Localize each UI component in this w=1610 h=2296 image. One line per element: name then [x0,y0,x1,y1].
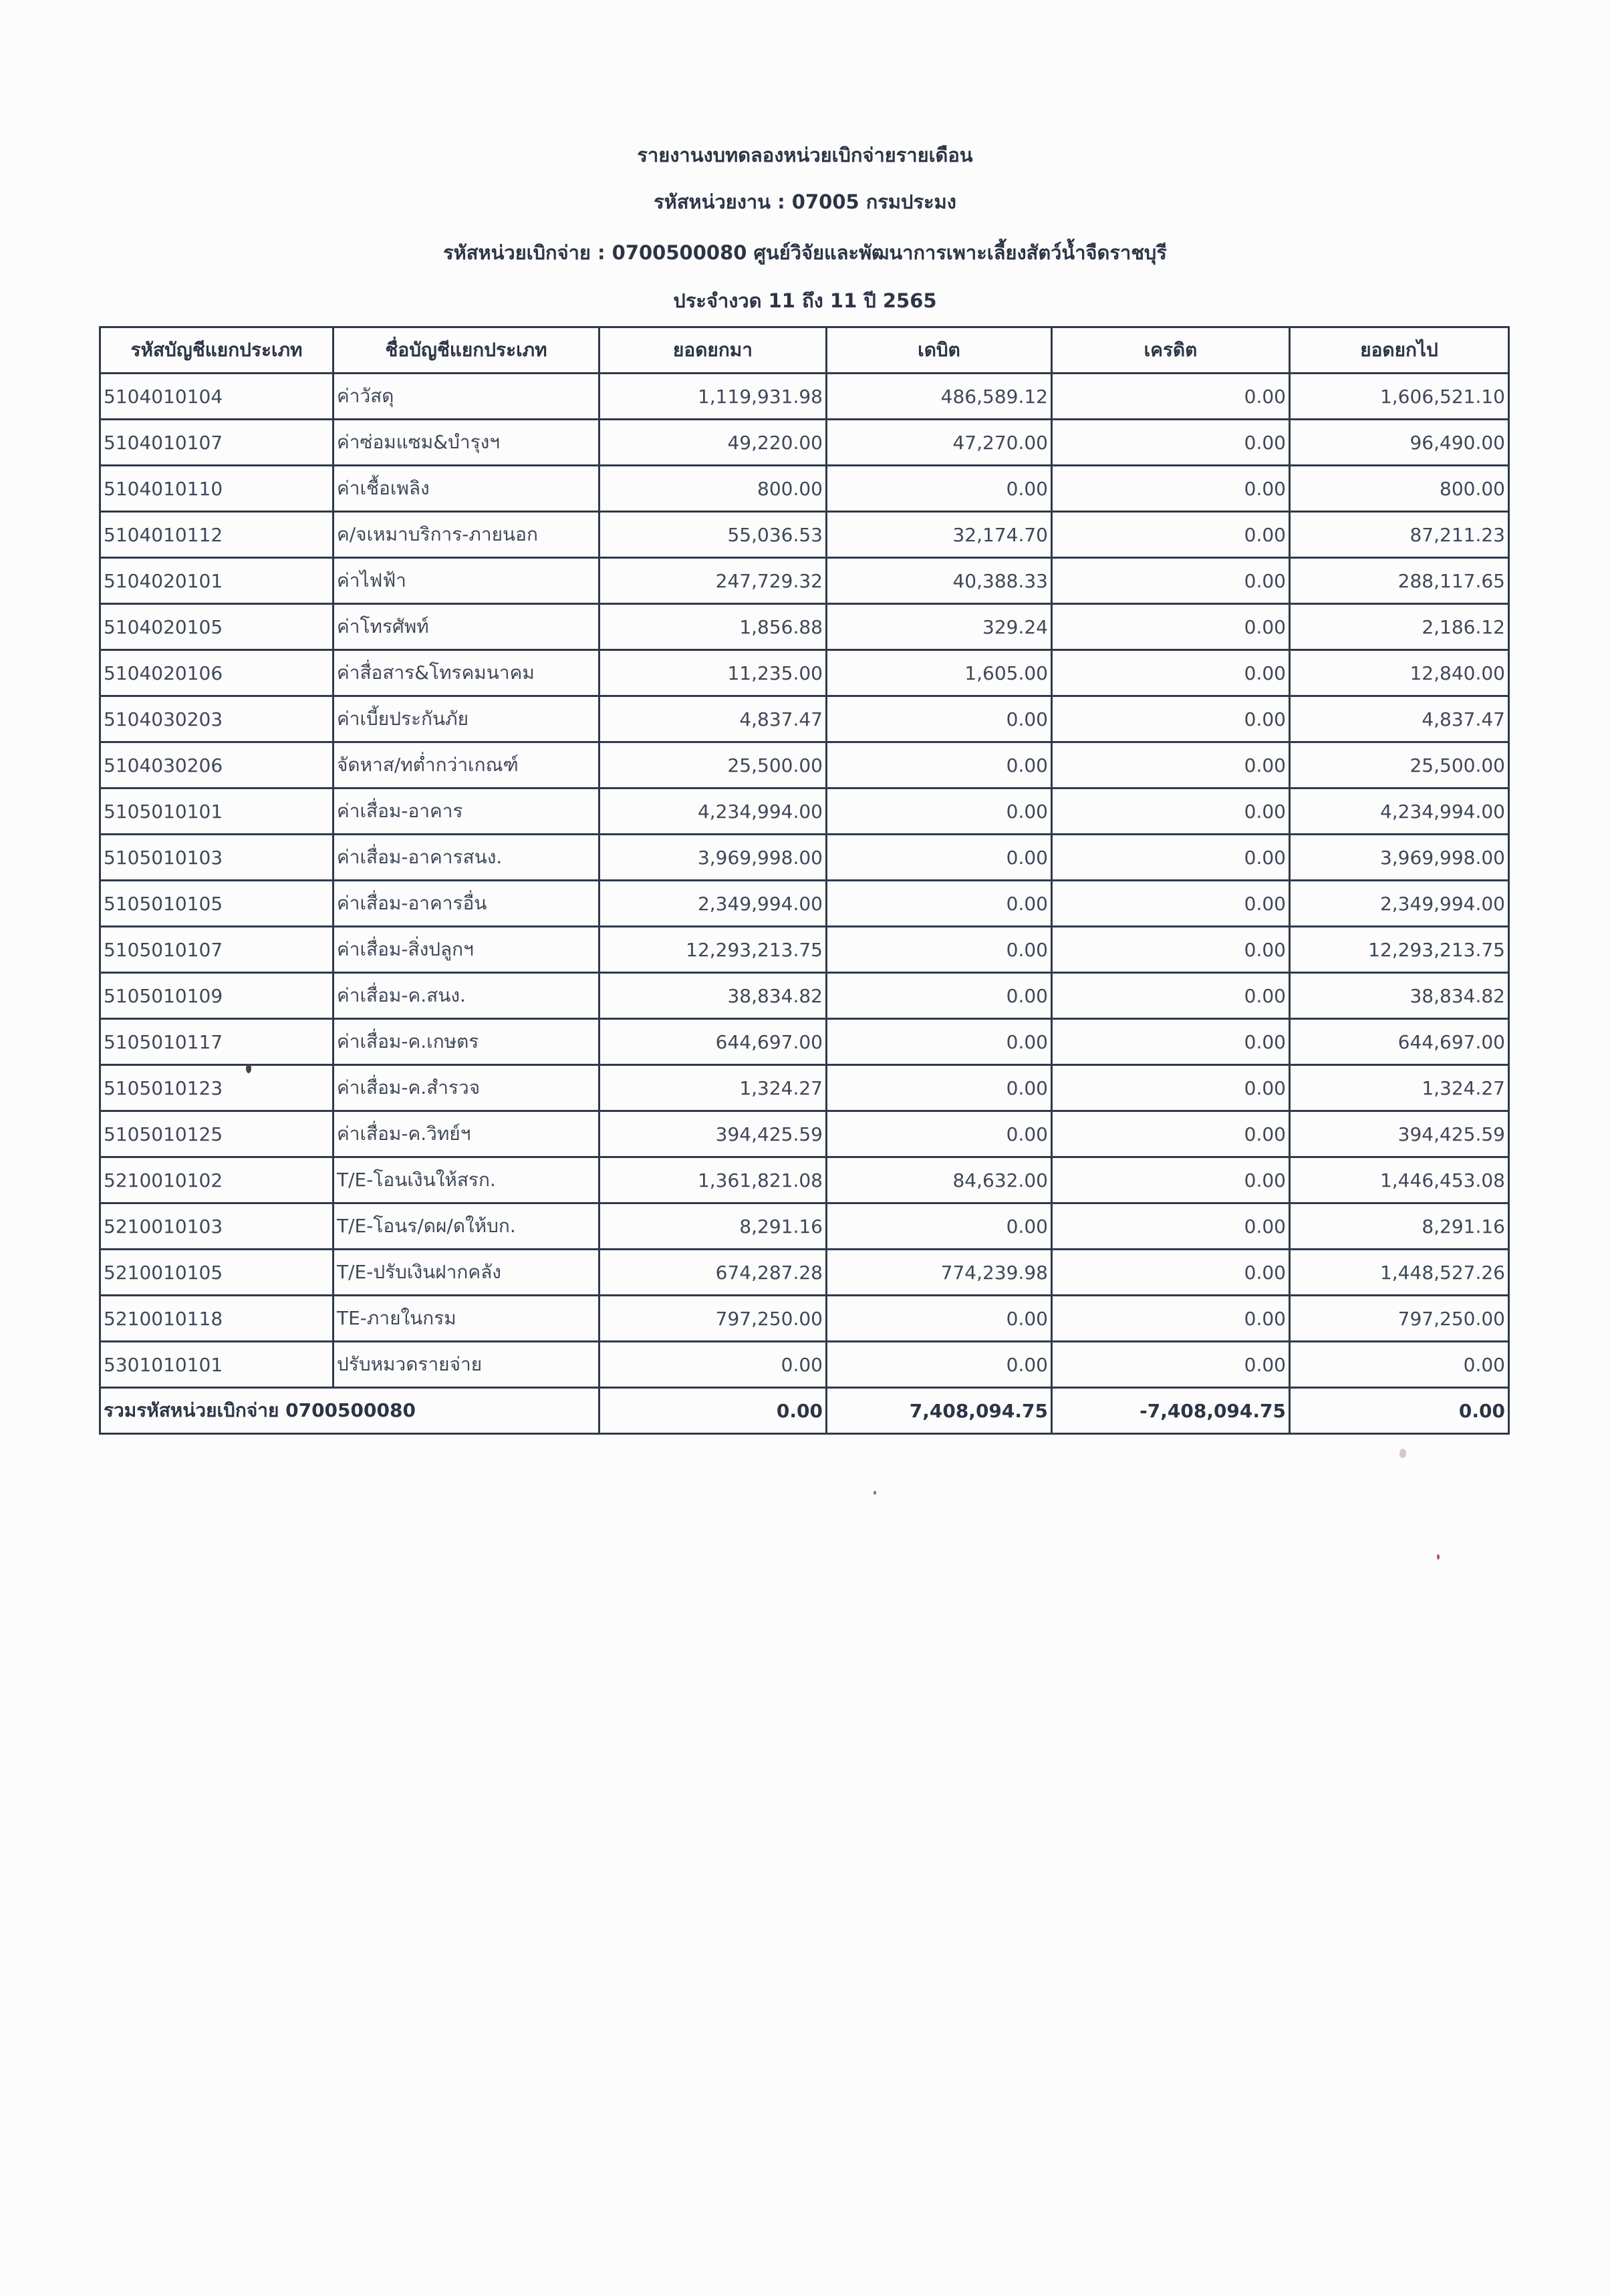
debit-value: 0.00 [827,927,1052,973]
account-code: 5105010109 [100,973,333,1019]
debit-value: 0.00 [827,1342,1052,1388]
credit-value: 0.00 [1052,927,1290,973]
debit-value: 0.00 [827,973,1052,1019]
credit-value: 0.00 [1052,1296,1290,1342]
account-name: TE-ภายในกรม [333,1296,599,1342]
credit-value: 0.00 [1052,374,1290,420]
table-row [100,558,1509,604]
account-name: ค่าเสื่อม-ค.สำรวจ [333,1065,599,1111]
credit-value: 0.00 [1052,1250,1290,1296]
table-row [100,696,1509,742]
brought-forward-value: 12,293,213.75 [599,927,827,973]
table-row [100,466,1509,512]
agency-line: รหัสหน่วยงาน : 07005 กรมประมง [654,190,956,213]
account-name: ค่าโทรศัพท์ [333,604,599,650]
carried-forward-value: 1,446,453.08 [1290,1157,1509,1203]
carried-forward-value: 12,293,213.75 [1290,927,1509,973]
account-name: ค่าเสื่อม-อาคารสนง. [333,835,599,881]
carried-forward-value: 8,291.16 [1290,1203,1509,1250]
table-header-row [100,327,1509,374]
brought-forward-value: 11,235.00 [599,650,827,696]
account-code: 5210010102 [100,1157,333,1203]
account-code: 5105010123 [100,1065,333,1111]
brought-forward-value: 0.00 [599,1342,827,1388]
brought-forward-value: 247,729.32 [599,558,827,604]
scan-speck [874,1491,876,1495]
account-code: 5104020105 [100,604,333,650]
credit-value: 0.00 [1052,973,1290,1019]
debit-value: 0.00 [827,1019,1052,1065]
account-name: ค่าเสื่อม-ค.วิทย์ฯ [333,1111,599,1157]
account-code: 5104010112 [100,512,333,558]
account-code: 5105010105 [100,881,333,927]
brought-forward-value: 1,324.27 [599,1065,827,1111]
carried-forward-value: 1,606,521.10 [1290,374,1509,420]
brought-forward-value: 4,234,994.00 [599,788,827,835]
brought-forward-value: 674,287.28 [599,1250,827,1296]
column-header-account-code: รหัสบัญชีแยกประเภท [100,327,333,374]
carried-forward-value: 96,490.00 [1290,420,1509,466]
debit-value: 0.00 [827,1203,1052,1250]
credit-value: 0.00 [1052,466,1290,512]
credit-value: 0.00 [1052,835,1290,881]
account-code: 5104010104 [100,374,333,420]
brought-forward-value: 3,969,998.00 [599,835,827,881]
total-debit: 7,408,094.75 [827,1388,1052,1434]
carried-forward-value: 25,500.00 [1290,742,1509,788]
table-row [100,1111,1509,1157]
debit-value: 0.00 [827,835,1052,881]
trial-balance-table [99,326,1510,1435]
account-code: 5104010110 [100,466,333,512]
column-header-account-name: ชื่อบัญชีแยกประเภท [333,327,599,374]
debit-value: 0.00 [827,788,1052,835]
account-name: T/E-ปรับเงินฝากคลัง [333,1250,599,1296]
credit-value: 0.00 [1052,604,1290,650]
credit-value: 0.00 [1052,881,1290,927]
table-row [100,512,1509,558]
credit-value: 0.00 [1052,1019,1290,1065]
total-row [100,1388,1509,1434]
debit-value: 0.00 [827,466,1052,512]
carried-forward-value: 87,211.23 [1290,512,1509,558]
column-header-brought-forward: ยอดยกมา [599,327,827,374]
scan-speck [1437,1554,1440,1560]
account-code: 5105010125 [100,1111,333,1157]
credit-value: 0.00 [1052,742,1290,788]
debit-value: 32,174.70 [827,512,1052,558]
debit-value: 0.00 [827,1296,1052,1342]
account-code: 5104020101 [100,558,333,604]
credit-value: 0.00 [1052,420,1290,466]
credit-value: 0.00 [1052,1111,1290,1157]
account-code: 5210010118 [100,1296,333,1342]
account-name: T/E-โอนเงินให้สรก. [333,1157,599,1203]
table-row [100,927,1509,973]
column-header-credit: เครดิต [1052,327,1290,374]
carried-forward-value: 3,969,998.00 [1290,835,1509,881]
account-name: ค่าเสื่อม-สิ่งปลูกฯ [333,927,599,973]
total-brought-forward: 0.00 [599,1388,827,1434]
credit-value: 0.00 [1052,650,1290,696]
carried-forward-value: 1,324.27 [1290,1065,1509,1111]
account-name: ค่าเสื่อม-อาคารอื่น [333,881,599,927]
table-row [100,881,1509,927]
table-row [100,1157,1509,1203]
table-row [100,420,1509,466]
debit-value: 0.00 [827,742,1052,788]
table-row [100,1342,1509,1388]
carried-forward-value: 12,840.00 [1290,650,1509,696]
account-name: ค่าเสื่อม-อาคาร [333,788,599,835]
carried-forward-value: 644,697.00 [1290,1019,1509,1065]
debit-value: 486,589.12 [827,374,1052,420]
account-name: ค่าเบี้ยประกันภัย [333,696,599,742]
table-row [100,788,1509,835]
debit-value: 1,605.00 [827,650,1052,696]
credit-value: 0.00 [1052,1065,1290,1111]
account-name: ค่าไฟฟ้า [333,558,599,604]
credit-value: 0.00 [1052,1342,1290,1388]
debit-value: 0.00 [827,881,1052,927]
carried-forward-value: 0.00 [1290,1342,1509,1388]
account-name: T/E-โอนร/ดผ/ดให้บก. [333,1203,599,1250]
account-code: 5104030206 [100,742,333,788]
brought-forward-value: 1,361,821.08 [599,1157,827,1203]
brought-forward-value: 55,036.53 [599,512,827,558]
report-title: รายงานงบทดลองหน่วยเบิกจ่ายรายเดือน [637,144,973,166]
credit-value: 0.00 [1052,512,1290,558]
brought-forward-value: 800.00 [599,466,827,512]
table-row [100,650,1509,696]
scan-speck [246,1064,251,1073]
account-code: 5210010105 [100,1250,333,1296]
account-code: 5301010101 [100,1342,333,1388]
account-code: 5104010107 [100,420,333,466]
account-code: 5104030203 [100,696,333,742]
brought-forward-value: 49,220.00 [599,420,827,466]
debit-value: 0.00 [827,1111,1052,1157]
debit-value: 774,239.98 [827,1250,1052,1296]
disbursement-unit-line: รหัสหน่วยเบิกจ่าย : 0700500080 ศูนย์วิจัยและพัฒนาการเพาะเลี้ยงสัตว์น้ำจืดราชบุรี [443,241,1167,264]
debit-value: 0.00 [827,1065,1052,1111]
account-code: 5210010103 [100,1203,333,1250]
debit-value: 47,270.00 [827,420,1052,466]
account-name: ค่าวัสดุ [333,374,599,420]
debit-value: 84,632.00 [827,1157,1052,1203]
table-row [100,1203,1509,1250]
credit-value: 0.00 [1052,788,1290,835]
brought-forward-value: 4,837.47 [599,696,827,742]
table-row [100,1065,1509,1111]
table-row [100,742,1509,788]
brought-forward-value: 8,291.16 [599,1203,827,1250]
debit-value: 40,388.33 [827,558,1052,604]
carried-forward-value: 394,425.59 [1290,1111,1509,1157]
account-name: ปรับหมวดรายจ่าย [333,1342,599,1388]
account-code: 5105010101 [100,788,333,835]
brought-forward-value: 1,856.88 [599,604,827,650]
table-row [100,973,1509,1019]
credit-value: 0.00 [1052,696,1290,742]
carried-forward-value: 1,448,527.26 [1290,1250,1509,1296]
account-name: ค่าเสื่อม-ค.เกษตร [333,1019,599,1065]
credit-value: 0.00 [1052,558,1290,604]
table-row [100,1250,1509,1296]
brought-forward-value: 25,500.00 [599,742,827,788]
table-row [100,1296,1509,1342]
brought-forward-value: 797,250.00 [599,1296,827,1342]
brought-forward-value: 2,349,994.00 [599,881,827,927]
carried-forward-value: 4,837.47 [1290,696,1509,742]
carried-forward-value: 2,186.12 [1290,604,1509,650]
brought-forward-value: 38,834.82 [599,973,827,1019]
period-line: ประจำงวด 11 ถึง 11 ปี 2565 [673,289,937,312]
carried-forward-value: 38,834.82 [1290,973,1509,1019]
carried-forward-value: 4,234,994.00 [1290,788,1509,835]
table-row [100,604,1509,650]
column-header-debit: เดบิต [827,327,1052,374]
debit-value: 329.24 [827,604,1052,650]
table-row [100,1019,1509,1065]
table-row [100,835,1509,881]
account-name: ค/จเหมาบริการ-ภายนอก [333,512,599,558]
carried-forward-value: 800.00 [1290,466,1509,512]
credit-value: 0.00 [1052,1157,1290,1203]
scan-speck [1399,1449,1406,1458]
total-label: รวมรหัสหน่วยเบิกจ่าย 0700500080 [100,1388,599,1434]
account-code: 5105010107 [100,927,333,973]
table-row [100,374,1509,420]
account-name: ค่าซ่อมแซม&บำรุงฯ [333,420,599,466]
brought-forward-value: 1,119,931.98 [599,374,827,420]
account-code: 5104020106 [100,650,333,696]
total-carried-forward: 0.00 [1290,1388,1509,1434]
account-name: ค่าเสื่อม-ค.สนง. [333,973,599,1019]
carried-forward-value: 2,349,994.00 [1290,881,1509,927]
account-code: 5105010117 [100,1019,333,1065]
brought-forward-value: 644,697.00 [599,1019,827,1065]
account-name: ค่าสื่อสาร&โทรคมนาคม [333,650,599,696]
carried-forward-value: 288,117.65 [1290,558,1509,604]
account-name: ค่าเชื้อเพลิง [333,466,599,512]
carried-forward-value: 797,250.00 [1290,1296,1509,1342]
total-credit: -7,408,094.75 [1052,1388,1290,1434]
account-name: จัดหาส/ทต่ำกว่าเกณฑ์ [333,742,599,788]
column-header-carried-forward: ยอดยกไป [1290,327,1509,374]
debit-value: 0.00 [827,696,1052,742]
brought-forward-value: 394,425.59 [599,1111,827,1157]
account-code: 5105010103 [100,835,333,881]
credit-value: 0.00 [1052,1203,1290,1250]
